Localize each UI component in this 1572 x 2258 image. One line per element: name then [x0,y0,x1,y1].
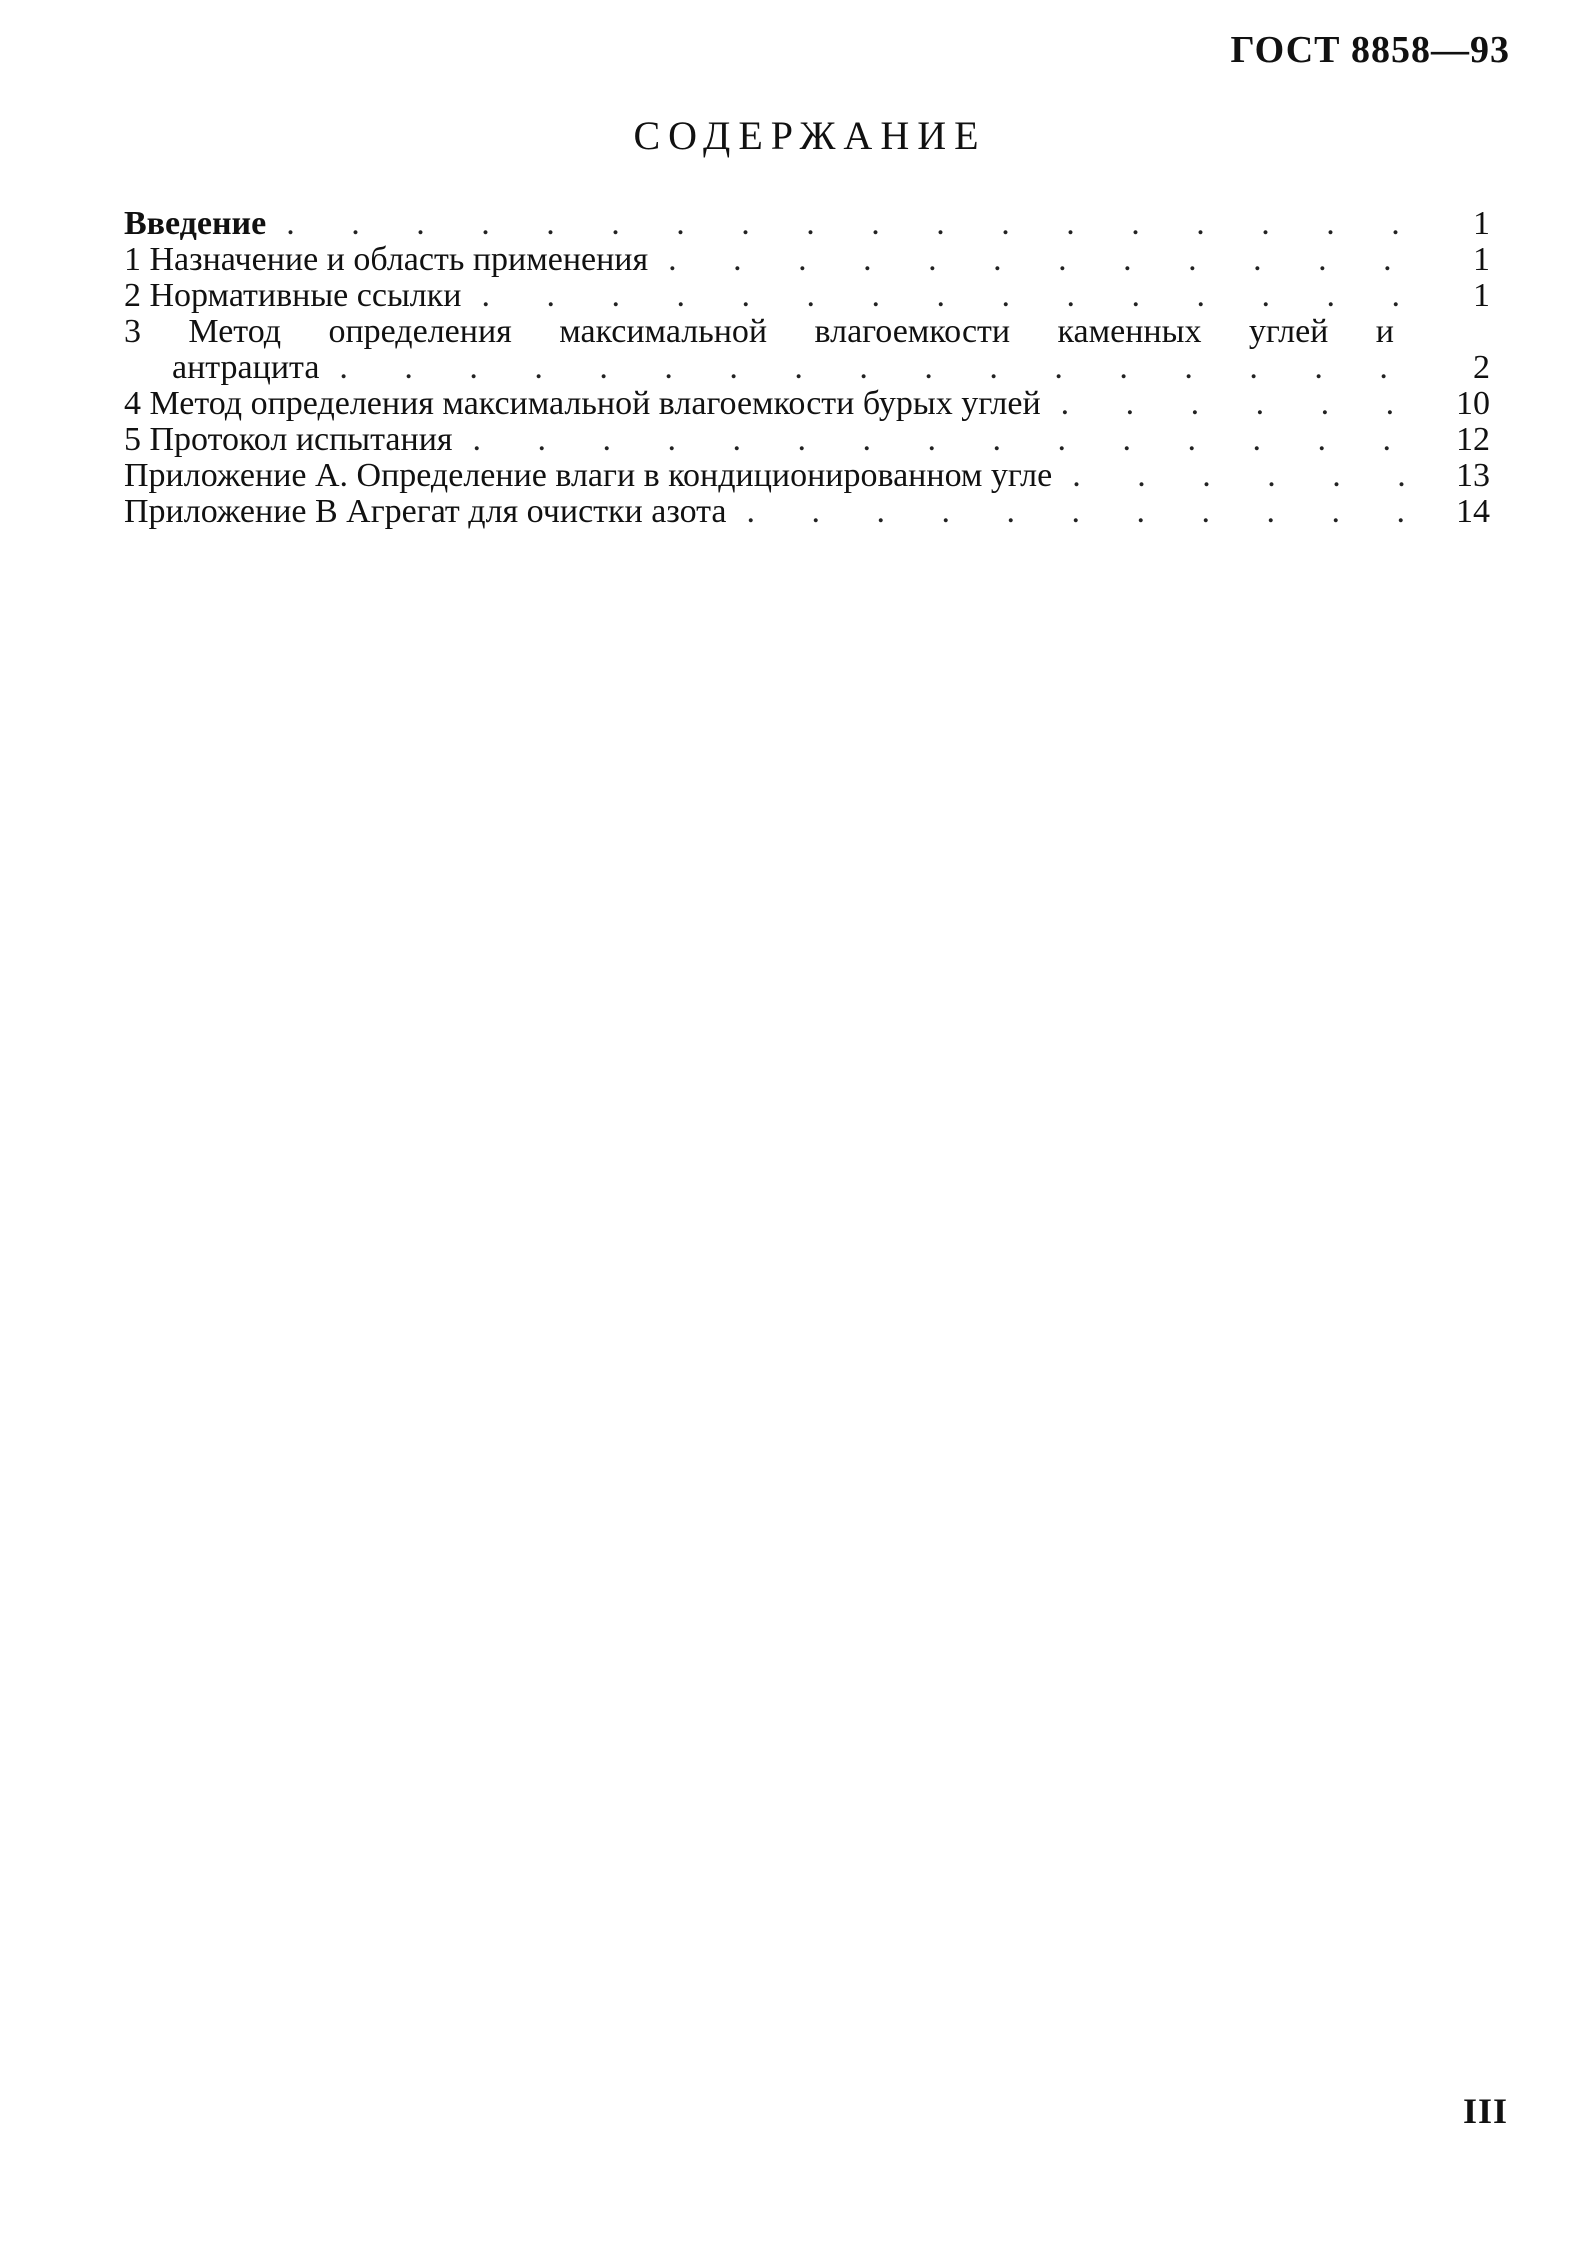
toc-dot-leader [1041,386,1430,422]
toc-entry-page: 1 [1473,241,1490,278]
toc-entry-label: Приложение А. Определение влаги в кондиционированном угле [124,457,1053,494]
toc-entry-label: 1 Назначение и область применения [124,241,649,278]
toc-entry-page: 1 [1473,205,1490,242]
toc-entry[interactable] [124,278,1490,314]
toc-entry-label: 3 Метод определения максимальной влагоемкости каменных углей и [124,313,1394,350]
toc-entry[interactable] [124,242,1490,278]
toc-entry-label: антрацита [172,349,320,386]
toc-dot-leader [453,422,1430,458]
toc-entry-label: Введение [124,205,267,242]
toc-entry[interactable] [124,422,1490,458]
toc-dot-leader [648,242,1430,278]
toc-entry-label: Приложение В Агрегат для очистки азота [124,493,727,530]
toc-title: СОДЕРЖАНИЕ [633,113,987,158]
toc-entry-page: 2 [1473,349,1490,386]
toc-entry[interactable] [124,206,1490,242]
page-number: III [1462,2091,1508,2131]
toc-entry-page: 1 [1473,277,1490,314]
toc-dot-leader [319,350,1430,386]
toc-dot-leader [461,278,1430,314]
document-code: ГОСТ 8858—93 [1230,29,1510,71]
toc-dot-leader [727,494,1431,530]
toc-entry[interactable] [124,458,1490,494]
toc-entry-page: 14 [1456,493,1490,530]
toc-entry-page: 12 [1456,421,1490,458]
toc-entry-label: 2 Нормативные ссылки [124,277,462,314]
toc-entry-label: 4 Метод определения максимальной влагоемкости бурых углей [124,385,1041,422]
toc-entry[interactable] [124,386,1490,422]
toc-dot-leader [1052,458,1430,494]
toc-entry[interactable] [124,494,1490,530]
toc-entry[interactable] [124,314,1490,350]
toc-entry[interactable] [124,350,1490,386]
toc-entry-label: 5 Протокол испытания [124,421,453,458]
table-of-contents [124,206,1490,530]
toc-entry-page: 13 [1456,457,1490,494]
toc-entry-page: 10 [1456,385,1490,422]
toc-dot-leader [266,206,1430,242]
